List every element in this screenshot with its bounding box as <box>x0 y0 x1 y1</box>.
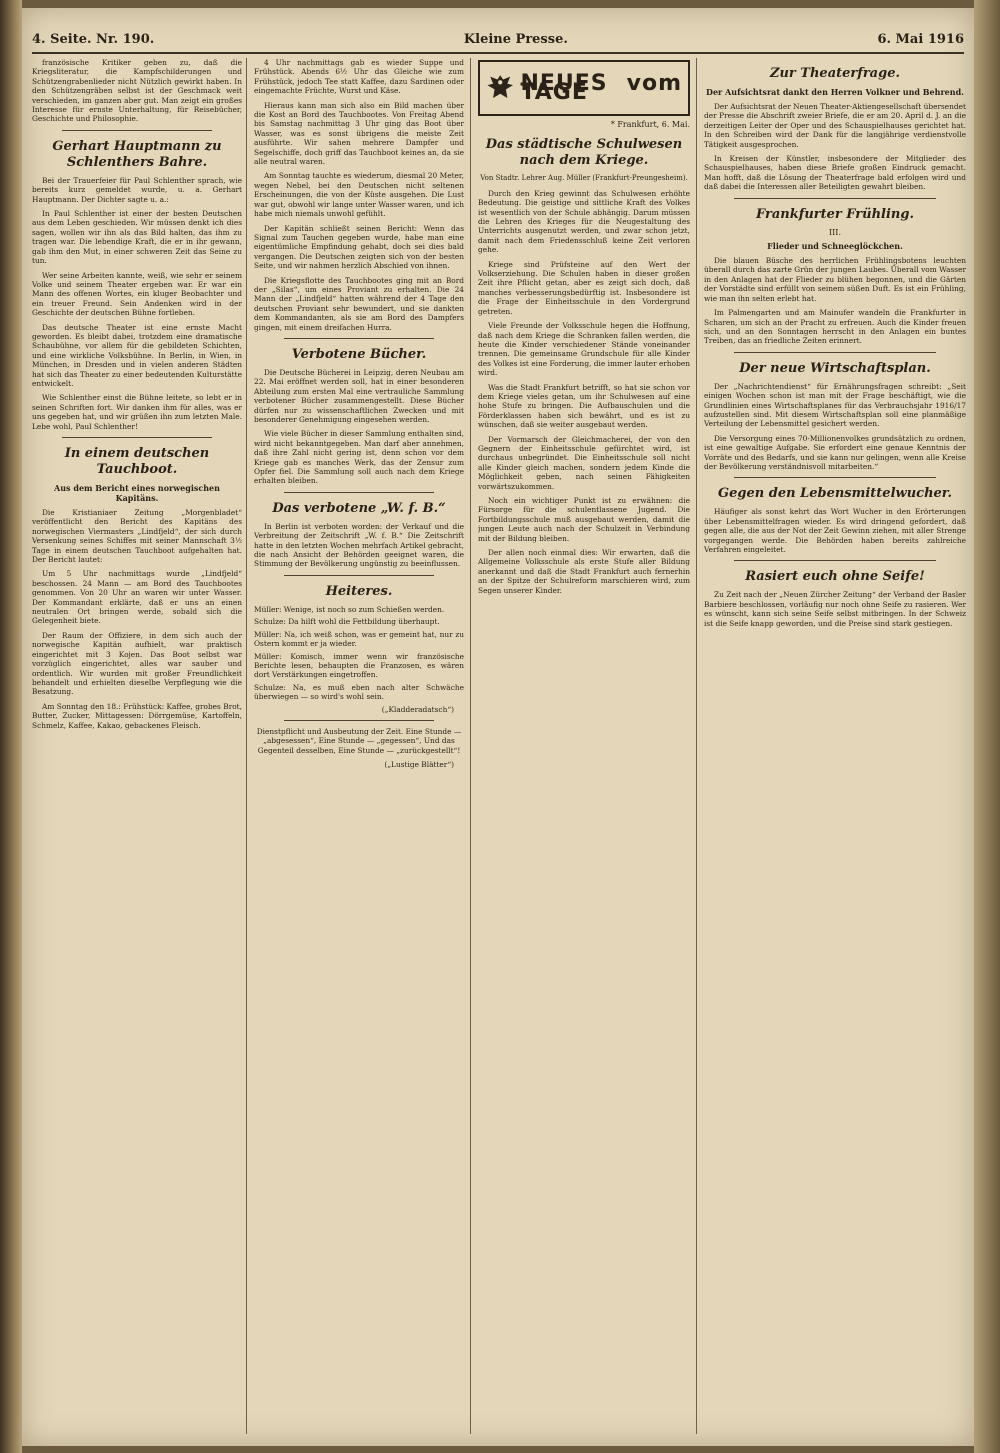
article-text: Um 5 Uhr nachmittags wurde „Lindfjeld“ beschossen. 24 Mann — am Bord des Tauchbootes genommen. Von 20 Uhr an waren wir unter Wasser. Der Kommandant erklärte, daß er uns an einen neutralen Ort bringen werde, sobald sich die Gelegenheit biete. <box>32 569 242 626</box>
article-text: In Kreisen der Künstler, insbesondere der Mitglieder des Schauspielhauses, haben diese Briefe großen Eindruck gemacht. Man hofft, daß die Lösung der Theaterfrage bald erfolgen wird und daß dabei die Interessen aller Beteiligten gewahrt bleiben. <box>704 154 966 192</box>
divider <box>284 492 434 493</box>
headline-heiteres: Heiteres. <box>325 583 393 599</box>
article-text: Wie viele Bücher in dieser Sammlung enthalten sind, wird nicht bekanntgegeben. Man darf aber annehmen, daß ihre Zahl nicht gering ist, denn schon vor dem Kriege gab es manches Werk, das der Zensur zum Opfer fiel. Die Sammlung soll auch nach dem Kriege erhalten bleiben. <box>254 429 464 486</box>
divider <box>734 560 936 561</box>
subheadline: Flieder und Schneeglöckchen. <box>767 241 903 252</box>
page-number: 4. Seite. Nr. 190. <box>32 31 155 47</box>
article-text: Die Kriegsflotte des Tauchbootes ging mit an Bord der „Silas“, um eines Proviant zu erhalten. Die 24 Mann der „Lindfjeld“ hatten während der 4 Tage den deutschen Proviant sehr bewundert, und sie dankten dem Kommandanten, als sie am Bord des Dampfers gingen, mit einem dreifachen Hurra. <box>254 275 464 332</box>
article-text: Das deutsche Theater ist eine ernste Macht geworden. Es bleibt dabei, trotzdem eine dramatische Schaubühne, vor allem für die gebildeten Schichten, und eine wirkliche Volksbühne. In Berlin, in Wien, in München, in Dresden und in vielen anderen Städten hat sich das Theater zu einer bedeutenden Kulturstätte entwickelt. <box>32 322 242 388</box>
subheadline: Der Aufsichtsrat dankt den Herren Volkner und Behrend. <box>706 87 964 97</box>
issue-date: 6. Mai 1916 <box>877 31 964 47</box>
article-text: Wie Schlenther einst die Bühne leitete, so lebt er in seinen Schriften fort. Wir danken ihm für alles, was er uns gegeben hat, und wir grüßen ihn zum letzten Male. Lebe wohl, Paul Schlenther! <box>32 393 242 431</box>
article-text: In Berlin ist verboten worden: der Verkauf und die Verbreitung der Zeitschrift „W. f. B.“ Die Zeitschrift hatte in den letzten Wochen mehrfach Artikel gebracht, die nach Ansicht der Behörden geeignet waren, die Stimmung der Bevölkerung ungünstig zu beeinflussen. <box>254 521 464 569</box>
dialog-line: Müller: Wenige, ist noch so zum Schießen werden. <box>254 604 445 614</box>
column-3 <box>478 58 690 1434</box>
article-text: Häufiger als sonst kehrt das Wort Wucher in den Erörterungen über Lebensmittelfragen wieder. Es wird dringend gefordert, daß gegen alle, die aus der Not der Zeit Gewinn ziehen, mit aller Strenge vorgegangen werde. Die Behörden haben bereits zahlreiche Verfahren eingeleitet. <box>704 507 966 554</box>
page-header <box>32 26 964 54</box>
headline-hauptmann: Gerhart Hauptmann zu Schlenthers Bahre. <box>52 138 222 170</box>
article-text: Die Versorgung eines 70-Millionenvolkes grundsätzlich zu ordnen, ist eine gewaltige Aufgabe. Sie erfordert eine genaue Kenntnis der Vorräte und des Bedarfs, und sie kann nur gelingen, wenn alle Kreise der Bevölkerung verständnisvoll mitarbeiten.“ <box>704 433 966 471</box>
headline-tauchboot: In einem deutschen Tauchboot. <box>64 446 210 477</box>
article-text: Noch ein wichtiger Punkt ist zu erwähnen: die Fürsorge für die schulentlassene Jugend. Die Fortbildungsschule muß ausgebaut werden, damit die jungen Leute auch nach der Schulzeit in Verbindung mit der Bildung bleiben. <box>478 496 690 543</box>
article-text: 4 Uhr nachmittags gab es wieder Suppe und Frühstück. Abends 6½ Uhr das Gleiche wie zum Frühstück, jedoch Tee statt Kaffee, dazu Sardinen oder eingemachte Früchte, Wurst und Käse. <box>254 58 464 96</box>
article-text: Die Kristianiaer Zeitung „Morgenbladet“ veröffentlicht den Bericht des Kapitäns des norwegischen Viermasters „Lindfjeld“, der sich durch Versenkung seines Schiffes mit seiner Mannschaft 3½ Tage in einem deutschen Tauchboot aufgehalten hat. Der Bericht lautet: <box>32 508 242 565</box>
article-text: In Paul Schlenther ist einer der besten Deutschen aus dem Leben geschieden. Wir müssen denkt ich dies sagen, wollen wir ihn als das Bild halten, das ihm zu tragen war. Die lebendige Kraft, die er in ihr gewann, gab ihm den Mut, in einer schweren Zeit das Seine zu tun. <box>32 209 242 266</box>
source-credit: („Lustige Blätter“) <box>384 760 454 770</box>
book-binding <box>0 0 22 1453</box>
section-banner <box>478 60 690 116</box>
headline-fruehling: Frankfurter Frühling. <box>756 206 914 222</box>
dialog-line: Müller: Komisch, immer wenn wir französische Berichte lesen, behaupten die Franzosen, es wären dort Verstärkungen eingetroffen. <box>254 651 464 680</box>
column-4 <box>704 58 966 1434</box>
page-edge <box>974 0 1000 1453</box>
article-text: Der Vormarsch der Gleichmacherei, der von den Gegnern der Einheitsschule gefürchtet wird, ist durchaus unbegründet. Die Einheitsschule soll nicht alle Kinder gleich machen, sondern jedem Kinde die Möglichkeit geben, nach seinen Fähigkeiten vorwärtszukommen. <box>478 434 690 491</box>
article-text: Durch den Krieg gewinnt das Schulwesen erhöhte Bedeutung. Die geistige und sittliche Kraft des Volkes ist wesentlich von der Schule abhängig. Darum müssen die Lehren des Krieges für die Neugestaltung des Unterrichts ausgenutzt werden, und zwar schon jetzt, damit nach dem Friedensschluß keine Zeit verloren gehe. <box>478 188 690 255</box>
headline-lebensmittelwucher: Gegen den Lebensmittelwucher. <box>718 486 952 502</box>
article-text: französische Kritiker geben zu, daß die Kriegsliteratur, die Kampfschilderungen und Schützengrabenlieder nicht Nützlich gewirkt haben. In den Schützengräben selbst ist der Geschmack weit verschieden, im ganzen aber gut. Man zeigt ein großes Interesse für ernste Unterhaltung, für Reisebücher, Geschichte und Philosophie. <box>32 58 242 124</box>
dateline: * Frankfurt, 6. Mai. <box>610 120 690 129</box>
column-1 <box>32 58 242 1434</box>
headline-rasiert: Rasiert euch ohne Seife! <box>745 569 925 585</box>
section-title: NEUES vom TAGE <box>520 70 682 105</box>
divider <box>734 352 936 353</box>
headline-wfb: Das verbotene „W. f. B.“ <box>272 500 446 516</box>
divider <box>734 477 936 478</box>
column-rule <box>246 58 247 1434</box>
article-text: Wer seine Arbeiten kannte, weiß, wie sehr er seinem Volke und seinem Theater ergeben war. Er war ein Mann des offenen Wortes, ein kluger Beobachter und ein treuer Freund. Sein Andenken wird in der Geschichte der deutschen Bühne fortleben. <box>32 270 242 318</box>
newspaper-name: Kleine Presse. <box>463 31 568 47</box>
divider <box>284 575 434 576</box>
eagle-icon <box>486 66 514 110</box>
divider <box>62 437 212 438</box>
article-text: Der „Nachrichtendienst“ für Ernährungsfragen schreibt: „Seit einigen Wochen schon ist man mit der Frage beschäftigt, wie die Grundlinien eines Wirtschaftsplanes für das Verbrauchsjahr 1916/17 aufzustellen sind. Mit diesem Wirtschaftsplan soll eine planmäßige Verteilung der Lebensmittel gesichert werden. <box>704 381 966 429</box>
newspaper-page <box>22 8 974 1446</box>
article-text: Die blauen Büsche des herrlichen Frühlingsbotens leuchten überall durch das zarte Grün der jungen Laubes. Überall vom Wasser in den Anlagen hat der Flieder zu blühen begonnen, und die Gärten der Vorstädte sind erfüllt von seinem süßen Duft. Es ist ein Frühling, wie man ihn selten erlebt hat. <box>704 256 966 303</box>
article-text: Am Sonntag den 18.: Frühstück: Kaffee, grobes Brot, Butter, Zucker, Mittagessen: Dörrgemüse, Kartoffeln, Schmelz, Kaffee, Kakao, gebackenes Fleisch. <box>32 701 242 730</box>
article-text: Im Palmengarten und am Mainufer wandeln die Frankfurter in Scharen, um sich an der Pracht zu erfreuen. Auch die Kinder freuen sich, und an den Sonntagen herrscht in den Anlagen ein buntes Treiben, das an friedliche Zeiten erinnert. <box>704 308 966 346</box>
divider <box>284 338 434 339</box>
article-text: Viele Freunde der Volksschule hegen die Hoffnung, daß nach dem Kriege die Schranken fallen werden, die heute die Kinder verschiedener Stände voneinander trennen. Die gemeinsame Grundschule für alle Kinder des Volkes ist eine Forderung, die immer lauter erhoben wird. <box>478 321 690 378</box>
article-text: Der Raum der Offiziere, in dem sich auch der norwegische Kapitän aufhielt, war praktisch eingerichtet mit 3 Kojen. Das Boot selbst war vorzüglich eingerichtet, alles war sauber und ordentlich. Wir wurden mit großer Freundlichkeit behandelt und erhielten dieselbe Verpflegung wie die Besatzung. <box>32 630 242 697</box>
headline-theaterfrage: Zur Theaterfrage. <box>769 66 900 81</box>
article-text: Was die Stadt Frankfurt betrifft, so hat sie schon vor dem Kriege vieles getan, um ihr Schulwesen auf eine hohe Stufe zu bringen. Die Aufbauschulen und die Förderklassen haben sich bewährt, und es ist zu wünschen, daß sie weiter ausgebaut werden. <box>478 382 690 430</box>
headline-wirtschaftsplan: Der neue Wirtschaftsplan. <box>739 360 931 376</box>
dialog-line: Müller: Na, ich weiß schon, was er gemeint hat, nur zu Ostern kommt er ja wieder. <box>254 629 464 649</box>
article-text: Hieraus kann man sich also ein Bild machen über die Kost an Bord des Tauchbootes. Von Freitag Abend bis Samstag nachmittag 3 Uhr ging das Boot über Wasser, was es sonst übrigens die meiste Zeit ausführte. Wir sahen mehrere Dampfer und Segelschiffe, doch griff das Tauchboot keines an, da sie alle neutral waren. <box>254 100 464 167</box>
divider <box>734 198 936 199</box>
subheadline: Aus dem Bericht eines norwegischen Kapitäns. <box>54 483 220 503</box>
article-text: Die Deutsche Bücherei in Leipzig, deren Neubau am 22. Mai eröffnet werden soll, hat in einer besonderen Abteilung zum ersten Mal eine vertrauliche Sammlung verbotener Bücher zusammengestellt. Diese Bücher dürfen nur zu wissenschaftlichen Zwecken und mit besonderer Genehmigung eingesehen werden. <box>254 367 464 424</box>
source-credit: („Kladderadatsch“) <box>381 704 454 714</box>
article-text: Am Sonntag tauchte es wiederum, diesmal 20 Meter, wegen Nebel, bei den Deutschen nicht seltenen Erscheinungen, die von der Küste ausgehen. Die Lust war gut, obwohl wir lange unter Wasser waren, und ich habe mich niemals unwohl gefühlt. <box>254 171 464 219</box>
article-text: Kriege sind Prüfsteine auf den Wert der Volkserziehung. Die Schulen haben in dieser großen Zeit ihre Pflicht getan, aber es zeigt sich doch, daß manches verbesserungsbedürftig ist. Insbesondere ist die Frage der Einheitsschule in den Vordergrund getreten. <box>478 259 690 316</box>
article-text: Der allen noch einmal dies: Wir erwarten, daß die Allgemeine Volksschule als erste Stufe aller Bildung anerkannt und daß die Stadt Frankfurt auch fernerhin an der Spitze der Schulreform marschieren wird, zum Segen unserer Kinder. <box>478 548 690 595</box>
article-text: Zu Zeit nach der „Neuen Zürcher Zeitung“ der Verband der Basler Barbiere beschlossen, vorläufig nur noch ohne Seife zu rasieren. Wer es wünscht, kann sich seine Seife selbst mitbringen. In der Schweiz ist die Seife knapp geworden, und die Preise sind stark gestiegen. <box>704 590 966 628</box>
article-text: Bei der Trauerfeier für Paul Schlenther sprach, wie bereits kurz gemeldet wurde, u. a. Gerhart Hauptmann. Der Dichter sagte u. a.: <box>32 175 242 204</box>
divider <box>284 720 434 721</box>
part-number: III. <box>828 227 842 237</box>
column-rule <box>696 58 697 1434</box>
author-line: Von Stadtr. Lehrer Aug. Müller (Frankfurt-Preungesheim). <box>480 174 688 183</box>
divider <box>62 130 212 131</box>
article-text: Der Aufsichtsrat der Neuen Theater-Aktiengesellschaft übersendet der Presse die Abschrift zweier Briefe, die er am 20. April d. J. an die derzeitigen Leiter der Oper und des Schauspielhauses gerichtet hat. In den Schreiben wird der Dank für die langjährige verdienstvolle Tätigkeit ausgesprochen. <box>704 102 966 149</box>
article-text: Der Kapitän schließt seinen Bericht: Wenn das Signal zum Tauchen gegeben wurde, habe man eine eigentümliche Empfindung gehabt, doch sei dies bald vergangen. Die Deutschen zeigten sich von der besten Seite, und wir nahmen herzlich Abschied von ihnen. <box>254 223 464 271</box>
column-rule <box>470 58 471 1434</box>
dialog-line: Schulze: Na, es muß eben nach alter Schwäche überwiegen — so wird's wohl sein. <box>254 682 464 702</box>
headline-schulwesen: Das städtische Schulwesen nach dem Kriege. <box>485 137 683 169</box>
poem: Dienstpflicht und Ausbeutung der Zeit. Eine Stunde — „abgesessen“, Eine Stunde — „gegessen“, Und das Gegenteil desselben, Eine Stunde — „zurückgestellt“! <box>256 726 462 755</box>
column-2 <box>254 58 464 1434</box>
dialog-line: Schulze: Da hilft wohl die Fettbildung überhaupt. <box>254 617 440 627</box>
headline-verbotene-buecher: Verbotene Bücher. <box>291 346 427 362</box>
